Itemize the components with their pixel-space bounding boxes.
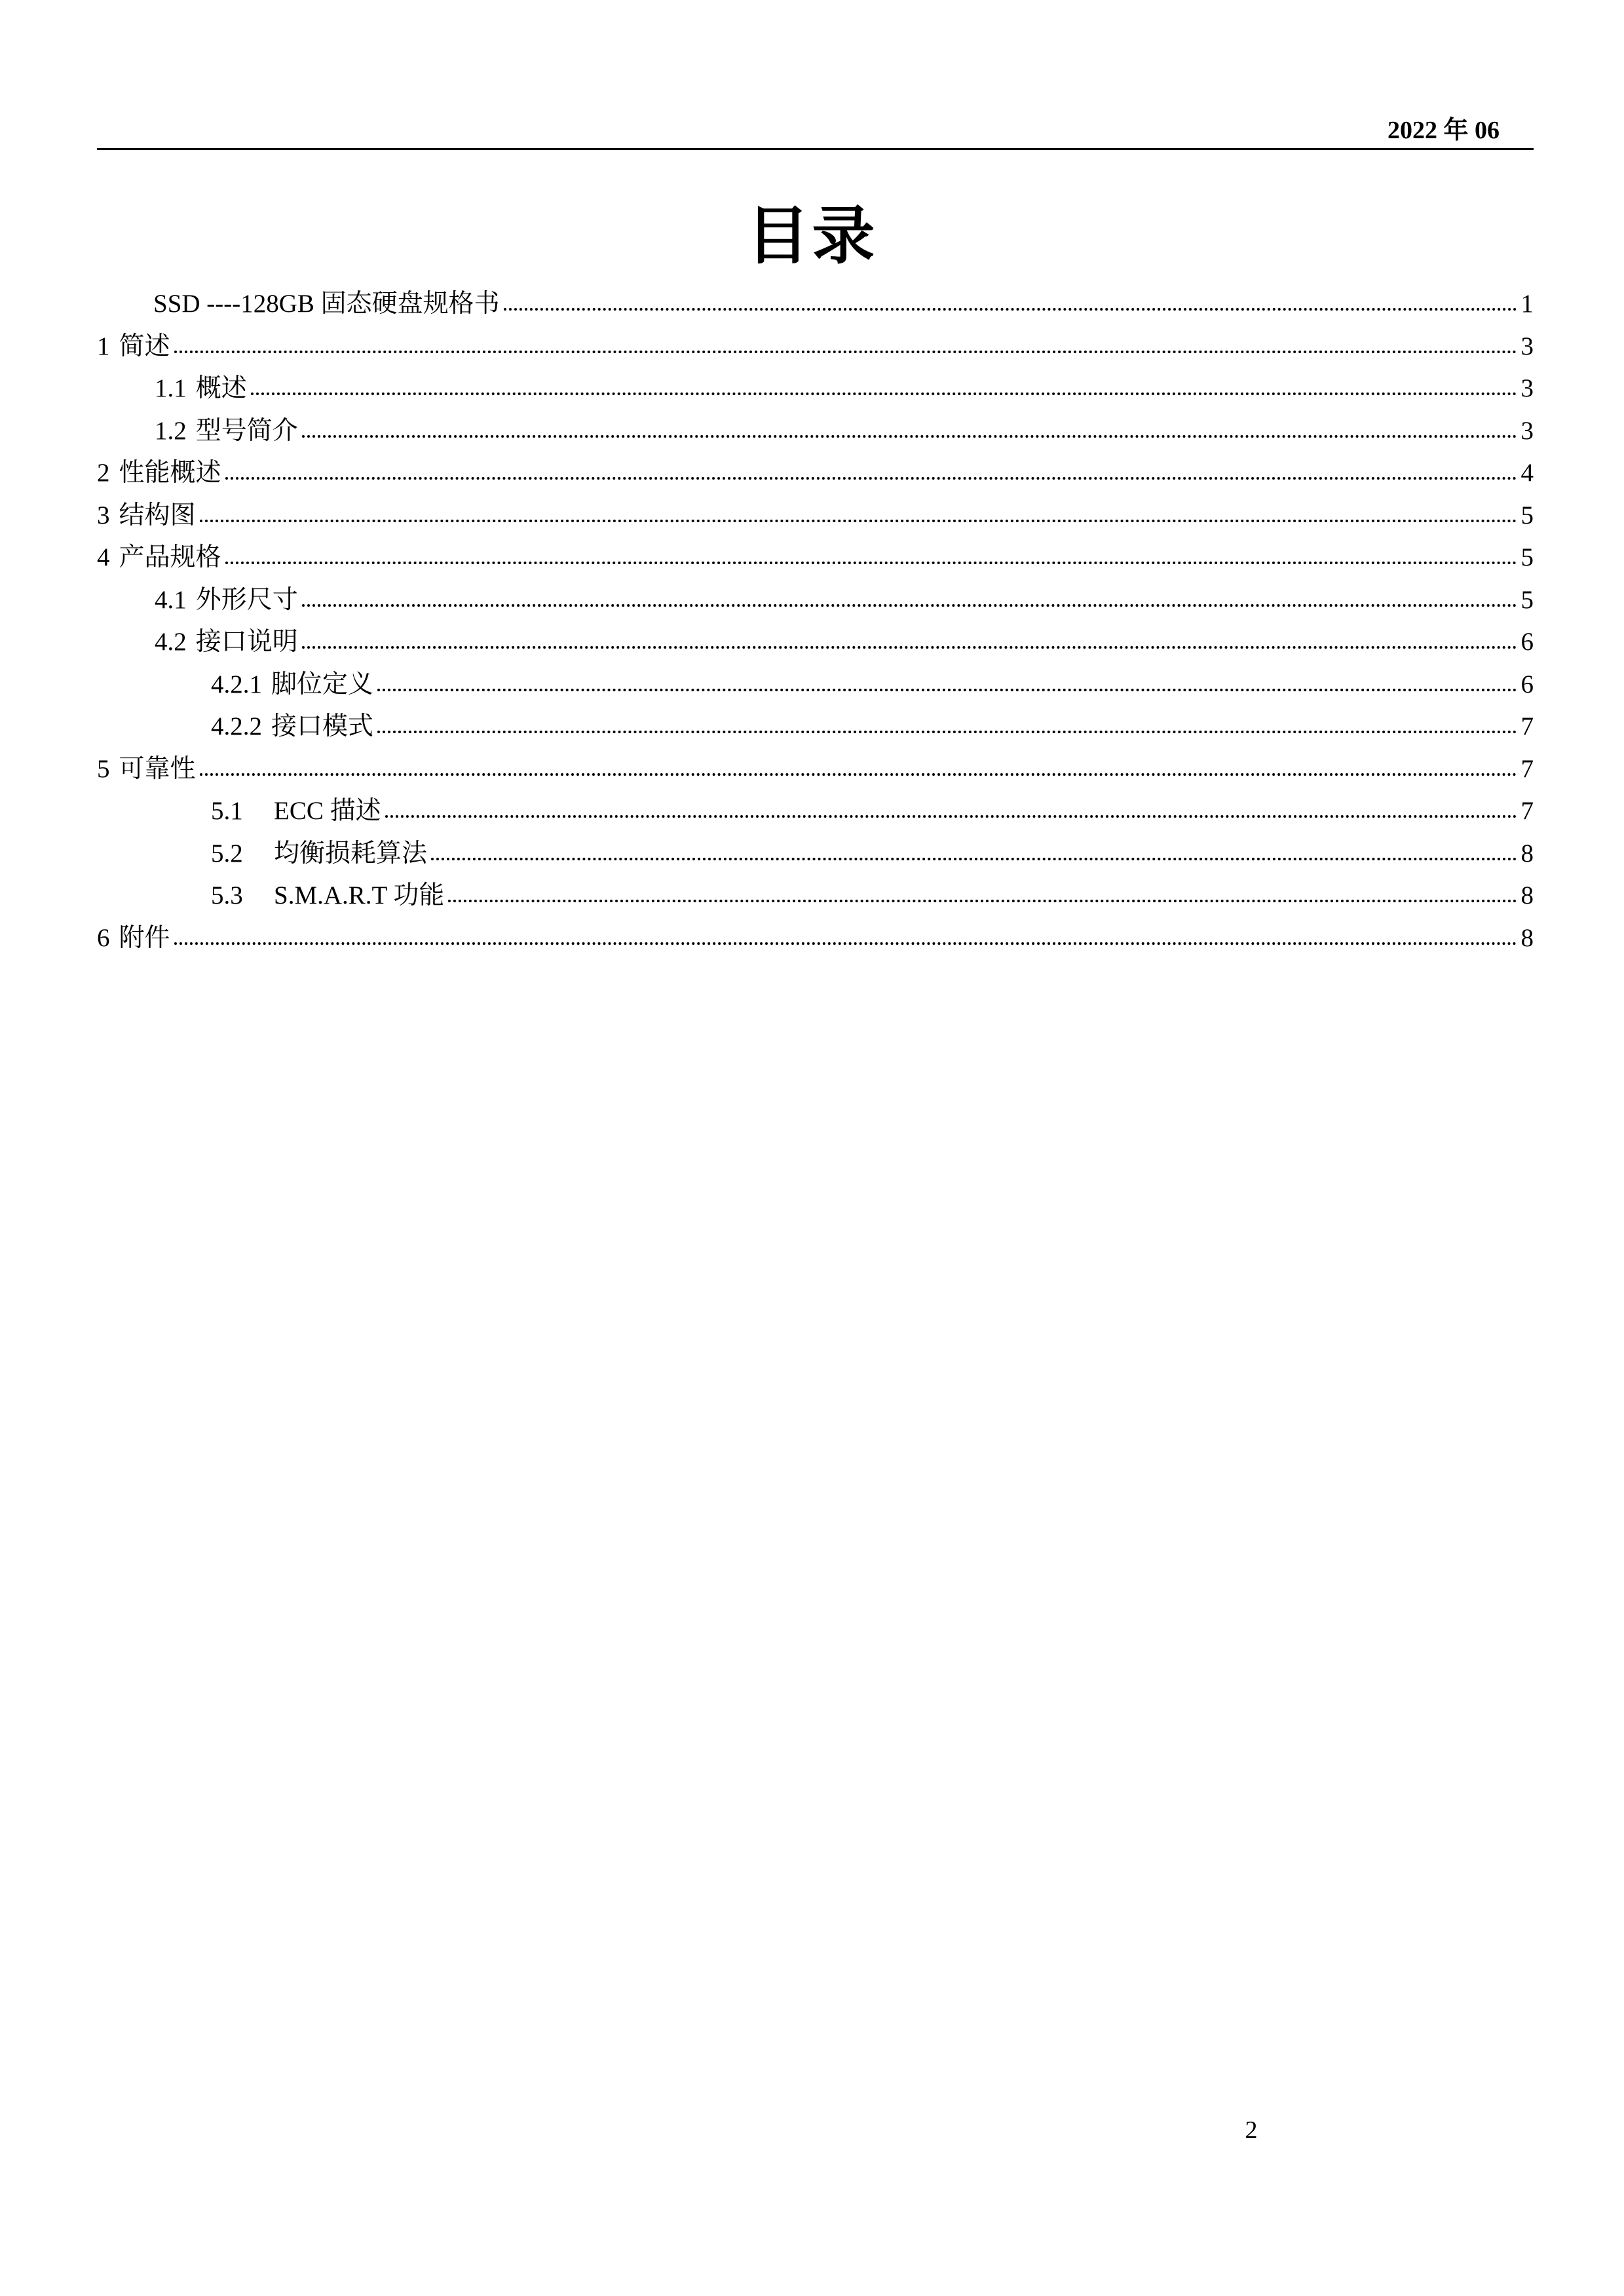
toc-leader-dots	[377, 724, 1517, 733]
toc-entry-5[interactable]	[97, 748, 1534, 791]
toc-entry-text: 接口说明	[195, 628, 298, 656]
toc-entry-text: S.M.A.R.T 功能	[274, 881, 445, 909]
toc-entry-page: 6	[1520, 628, 1534, 656]
toc-entry-text: 外形尺寸	[195, 585, 298, 614]
toc-entry-6[interactable]	[97, 917, 1534, 960]
toc-entry-number: 2	[97, 459, 110, 487]
page-number: 2	[1245, 2116, 1258, 2144]
toc-entry-text: 性能概述	[119, 459, 221, 487]
toc-entry-text: 均衡损耗算法	[274, 839, 428, 868]
toc-leader-dots	[225, 470, 1517, 480]
toc-entry-text: ECC 描述	[274, 797, 381, 825]
toc-leader-dots	[251, 386, 1517, 395]
toc-entry-page: 7	[1520, 712, 1534, 740]
toc-entry-page: 8	[1520, 923, 1534, 952]
toc-leader-dots	[302, 640, 1517, 649]
toc-entry-4[interactable]	[97, 537, 1534, 579]
toc-entry-number: 1.2	[155, 416, 187, 445]
toc-entry-text: SSD ----128GB 固态硬盘规格书	[153, 290, 500, 318]
toc-leader-dots	[302, 598, 1517, 607]
toc-entry-number: 4.2	[155, 628, 187, 656]
toc-entry-4-2-1[interactable]	[97, 664, 1534, 706]
toc-entry-1-1[interactable]	[97, 368, 1534, 410]
toc-entry-number: 5	[97, 754, 110, 783]
toc-leader-dots	[504, 301, 1517, 311]
toc-entry-page: 7	[1520, 797, 1534, 825]
toc-entry-page: 3	[1520, 374, 1534, 402]
toc-entry-page: 8	[1520, 881, 1534, 909]
toc-entry-page: 5	[1520, 501, 1534, 529]
toc-leader-dots	[377, 682, 1517, 691]
toc-entry-number: 6	[97, 923, 110, 952]
toc-entry-5-2[interactable]	[97, 833, 1534, 875]
table-of-contents	[97, 283, 1534, 959]
toc-entry-number: 5.3	[211, 881, 243, 909]
toc-leader-dots	[174, 344, 1517, 353]
toc-entry-4-2-2[interactable]	[97, 706, 1534, 748]
toc-entry-number: 5.2	[211, 839, 243, 868]
toc-leader-dots	[448, 893, 1517, 902]
toc-entry-page: 5	[1520, 543, 1534, 571]
toc-entry-page: 8	[1520, 839, 1534, 868]
toc-entry-page: 7	[1520, 754, 1534, 783]
toc-entry-4-2[interactable]	[97, 621, 1534, 664]
toc-entry-number: 1	[97, 332, 110, 360]
toc-entry-number: 4.2.1	[211, 670, 262, 698]
toc-entry-text: 脚位定义	[271, 670, 374, 698]
toc-entry-text: 概述	[195, 374, 247, 402]
toc-entry-5-1[interactable]	[97, 790, 1534, 833]
toc-entry-3[interactable]	[97, 495, 1534, 537]
header-rule	[97, 148, 1534, 150]
toc-entry-text: 结构图	[119, 501, 196, 529]
toc-leader-dots	[225, 555, 1517, 564]
toc-leader-dots	[302, 429, 1517, 438]
toc-entry-number: 4.1	[155, 585, 187, 614]
toc-leader-dots	[385, 809, 1517, 818]
toc-entry-page: 4	[1520, 459, 1534, 487]
toc-leader-dots	[174, 936, 1517, 945]
toc-entry-page: 6	[1520, 670, 1534, 698]
toc-leader-dots	[200, 513, 1517, 522]
toc-entry-number: 4	[97, 543, 110, 571]
toc-entry-number: 1.1	[155, 374, 187, 402]
toc-entry-page: 5	[1520, 585, 1534, 614]
toc-entry-number: 4.2.2	[211, 712, 262, 740]
toc-entry-5-3[interactable]	[97, 875, 1534, 917]
toc-entry-1-2[interactable]	[97, 410, 1534, 453]
toc-entry-2[interactable]	[97, 452, 1534, 495]
toc-entry-text: 接口模式	[271, 712, 374, 740]
toc-entry-page: 1	[1520, 290, 1534, 318]
toc-entry-page: 3	[1520, 416, 1534, 445]
toc-entry-number: 5.1	[211, 797, 243, 825]
toc-entry-text: 可靠性	[119, 754, 196, 783]
toc-entry-text: 简述	[119, 332, 170, 360]
toc-leader-dots	[431, 851, 1517, 860]
toc-entry-text: 产品规格	[119, 543, 221, 571]
toc-entry-4-1[interactable]	[97, 579, 1534, 622]
toc-entry-page: 3	[1520, 332, 1534, 360]
toc-entry-document-title[interactable]	[97, 283, 1534, 326]
toc-entry-number: 3	[97, 501, 110, 529]
toc-entry-text: 附件	[119, 923, 170, 952]
toc-entry-1[interactable]	[97, 326, 1534, 368]
toc-leader-dots	[200, 767, 1517, 776]
header-date: 2022 年 06	[1387, 117, 1500, 144]
toc-entry-text: 型号简介	[195, 416, 298, 445]
toc-title: 目录	[746, 199, 878, 273]
